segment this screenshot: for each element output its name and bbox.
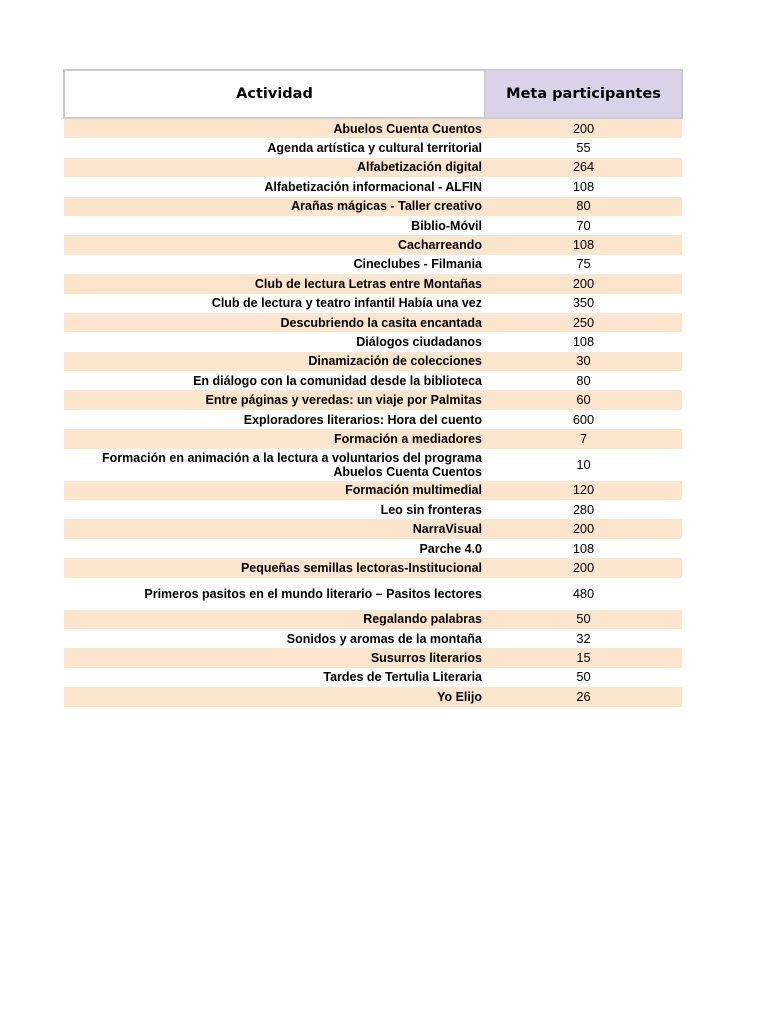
goal-cell: 280 (572, 501, 595, 517)
table-row (64, 558, 682, 577)
goal-cell: 30 (485, 352, 682, 371)
activity-cell: Agenda artística y cultural territorial (267, 141, 482, 156)
activity-cell: Exploradores literarios: Hora del cuento (243, 412, 482, 427)
activity-cell: Alfabetización digital (64, 158, 485, 177)
activity-cell: Arañas mágicas - Taller creativo (64, 197, 485, 216)
goal-cell: 7 (485, 429, 682, 448)
table-row (64, 481, 682, 500)
goal-cell: 10 (576, 456, 591, 472)
table-row (64, 449, 682, 481)
activity-cell: Abuelos Cuenta Cuentos (64, 118, 485, 138)
table-row (64, 118, 682, 138)
goal-cell: 600 (572, 411, 595, 427)
activity-cell: Club de lectura y teatro infantil Había una vez (211, 296, 482, 311)
activity-cell: Club de lectura Letras entre Montañas (64, 274, 485, 293)
header-activity: Actividad (64, 70, 485, 118)
activity-cell: Primeros pasitos en el mundo literario – Pasitos lectores (144, 586, 482, 601)
table-row (64, 158, 682, 177)
goal-cell: 200 (485, 519, 682, 538)
goal-cell: 108 (572, 333, 595, 349)
goal-cell: 32 (576, 630, 591, 646)
activity-cell: Formación multimedial (64, 481, 485, 500)
table-row (64, 197, 682, 216)
table-row (64, 629, 682, 648)
goal-cell: 200 (485, 118, 682, 138)
activity-cell: Regalando palabras (64, 610, 485, 629)
activity-cell: Susurros literarios (64, 648, 485, 667)
table-row (64, 138, 682, 157)
activity-cell: Cacharreando (64, 235, 485, 254)
table-row (64, 294, 682, 313)
goal-cell: 480 (572, 585, 595, 601)
goal-cell: 75 (576, 256, 591, 272)
goal-cell: 200 (485, 274, 682, 293)
activity-cell: Biblio-Móvil (411, 218, 482, 233)
table-row (64, 371, 682, 390)
goal-cell: 80 (485, 197, 682, 216)
goal-cell: 200 (485, 558, 682, 577)
table-body (64, 118, 682, 707)
table-row (64, 274, 682, 293)
activity-cell: En diálogo con la comunidad desde la biblioteca (193, 373, 482, 388)
activity-cell: Sonidos y aromas de la montaña (286, 631, 482, 646)
activity-cell: Formación a mediadores (64, 429, 485, 448)
table-header-row (64, 70, 682, 118)
goal-cell: 108 (572, 178, 595, 194)
activity-cell: Pequeñas semillas lectoras-Institucional (64, 558, 485, 577)
activity-cell: Formación en animación a la lectura a voluntarios del programa Abuelos Cuenta Cuentos (102, 450, 482, 479)
goal-cell: 60 (485, 390, 682, 409)
goal-cell: 50 (485, 610, 682, 629)
goal-cell: 108 (485, 235, 682, 254)
activity-cell: Dinamización de colecciones (64, 352, 485, 371)
table-row (64, 687, 682, 706)
activities-table (63, 69, 683, 707)
table-row (64, 313, 682, 332)
table-row (64, 668, 682, 687)
table-row (64, 519, 682, 538)
table-row (64, 578, 682, 610)
activity-cell: Tardes de Tertulia Literaria (323, 670, 482, 685)
activity-cell: Entre páginas y veredas: un viaje por Palmitas (64, 390, 485, 409)
table-row (64, 390, 682, 409)
table-row (64, 216, 682, 235)
table-row (64, 429, 682, 448)
activity-cell: Alfabetización informacional - ALFIN (264, 179, 482, 194)
table-row (64, 235, 682, 254)
goal-cell: 55 (576, 140, 591, 156)
activity-cell: Cineclubes - Filmania (353, 257, 482, 272)
goal-cell: 250 (485, 313, 682, 332)
goal-cell: 70 (576, 217, 591, 233)
goal-cell: 120 (485, 481, 682, 500)
goal-cell: 264 (485, 158, 682, 177)
table-row (64, 539, 682, 558)
activity-cell: Yo Elijo (64, 687, 485, 706)
table-row (64, 352, 682, 371)
table-row (64, 648, 682, 667)
table-row (64, 255, 682, 274)
table-row (64, 410, 682, 429)
activity-cell: Parche 4.0 (419, 541, 482, 556)
goal-cell: 15 (485, 648, 682, 667)
activity-cell: Leo sin fronteras (380, 502, 482, 517)
table-row (64, 332, 682, 351)
activity-cell: NarraVisual (64, 519, 485, 538)
activity-cell: Descubriendo la casita encantada (64, 313, 485, 332)
table-row (64, 610, 682, 629)
goal-cell: 108 (572, 540, 595, 556)
goal-cell: 80 (576, 372, 591, 388)
header-goal: Meta participantes (485, 70, 682, 118)
goal-cell: 350 (572, 295, 595, 311)
goal-cell: 26 (485, 687, 682, 706)
activity-cell: Diálogos ciudadanos (356, 334, 482, 349)
table-row (64, 177, 682, 196)
goal-cell: 50 (576, 669, 591, 685)
table-row (64, 500, 682, 519)
